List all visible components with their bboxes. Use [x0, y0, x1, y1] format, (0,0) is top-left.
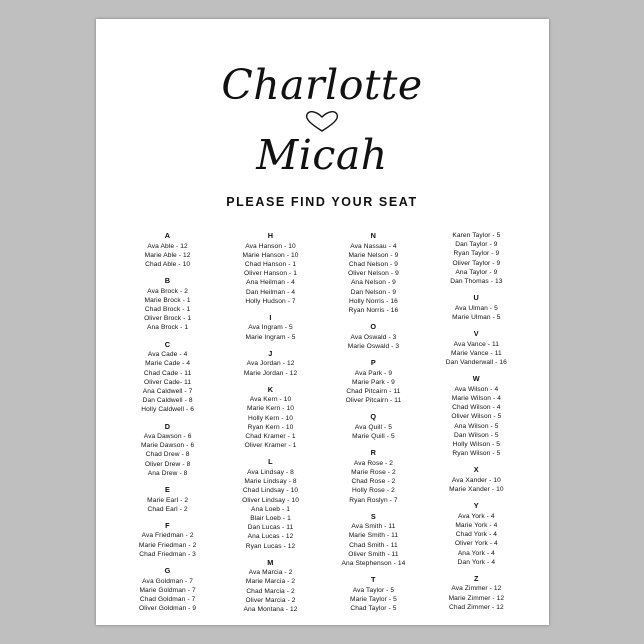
letter-group [430, 329, 522, 367]
letter-group [122, 485, 214, 514]
group-letter: L [268, 457, 273, 467]
group-letter: J [268, 348, 273, 358]
guest-entry: Oliver Smith - 11 [348, 550, 399, 558]
letter-group [224, 457, 316, 550]
group-letter: B [164, 276, 171, 286]
guest-entry: Ana Nelson - 9 [350, 279, 396, 287]
group-letter: K [267, 384, 274, 394]
guest-entry: Oliver Nelson - 9 [348, 270, 399, 278]
group-letter: Q [370, 412, 377, 422]
guest-entry: Dan Wilson - 5 [454, 431, 499, 439]
guest-entry: Oliver Drew - 8 [144, 460, 191, 468]
seating-column [327, 231, 419, 620]
guest-entry: Marie Jordan - 12 [243, 369, 298, 377]
group-letter: V [473, 329, 480, 339]
guest-entry: Ava Rose - 2 [353, 459, 394, 467]
group-letter: N [370, 231, 377, 240]
guest-entry: Ryan Roslyn - 7 [349, 496, 398, 504]
heart-icon [301, 109, 343, 133]
letter-group [430, 231, 522, 286]
guest-entry: Ava Cade - 4 [147, 351, 188, 359]
guest-entry: Ava Nassau - 4 [350, 242, 397, 250]
guest-entry: Marie Zimmer - 12 [448, 594, 505, 602]
letter-group [224, 558, 316, 615]
guest-entry: Marie Kern - 10 [247, 405, 294, 413]
guest-entry: Ava Ulman - 5 [454, 304, 498, 312]
guest-entry: Ava Lindsay - 8 [247, 468, 294, 476]
guest-entry: Marie Cade - 4 [145, 360, 191, 368]
guest-entry: Dan York - 4 [457, 558, 496, 566]
guest-entry: Ana Caldwell - 7 [142, 387, 193, 395]
guest-entry: Ryan Taylor - 9 [453, 250, 500, 258]
guest-entry: Ava Friedman - 2 [141, 532, 194, 540]
guest-entry: Ava Brock - 2 [147, 287, 188, 295]
guest-entry: Holly Norris - 16 [348, 297, 398, 305]
seating-columns [96, 231, 549, 621]
guest-entry: Dan Thomas - 13 [450, 278, 503, 286]
guest-entry: Dan Vanderwall - 16 [445, 359, 507, 367]
guest-entry: Holly Rose - 2 [352, 487, 395, 495]
guest-entry: Ava Kern - 10 [249, 396, 292, 404]
guest-entry: Marie Goldman - 7 [139, 586, 196, 594]
guest-entry: Marie Oswald - 3 [347, 342, 400, 350]
guest-entry: Chad Cade - 11 [143, 369, 192, 377]
guest-entry: Chad Smith - 11 [349, 541, 398, 549]
seating-column [430, 231, 522, 619]
poster-header [96, 19, 549, 209]
couple-name-one: Charlotte [221, 61, 423, 109]
guest-entry: Chad Goldman - 7 [139, 595, 196, 603]
guest-entry: Chad Brock - 1 [144, 306, 191, 314]
guest-entry: Dan Heilman - 4 [245, 288, 296, 296]
guest-entry: Marie Smith - 11 [348, 532, 399, 540]
letter-group [327, 512, 419, 569]
guest-entry: Marie Marcia - 2 [245, 578, 296, 586]
guest-entry: Chad Lindsay - 10 [242, 487, 299, 495]
guest-entry: Chad Able - 10 [145, 260, 191, 268]
guest-entry: Marie Vance - 11 [450, 349, 502, 357]
guest-entry: Chad Marcia - 2 [246, 587, 295, 595]
letter-group [430, 293, 522, 322]
letter-group [122, 276, 214, 333]
letter-group [327, 448, 419, 505]
letter-group [224, 385, 316, 451]
guest-entry: Ryan Lucas - 12 [245, 542, 296, 550]
guest-entry: Chad York - 4 [455, 531, 497, 539]
guest-entry: Ava Jordan - 12 [246, 360, 295, 368]
guest-entry: Marie Lindsay - 8 [244, 478, 297, 486]
letter-group [327, 231, 419, 315]
guest-entry: Marie Taylor - 5 [349, 595, 397, 603]
guest-entry: Chad Friedman - 3 [139, 550, 196, 558]
group-letter: P [370, 358, 377, 368]
guest-entry: Marie Hanson - 10 [242, 251, 299, 259]
letter-group [122, 340, 214, 415]
group-letter: O [370, 322, 377, 332]
group-letter: C [164, 339, 171, 349]
guest-entry: Oliver Taylor - 9 [452, 259, 501, 267]
guest-entry: Ava Oswald - 3 [350, 333, 397, 341]
guest-entry: Karen Taylor - 5 [452, 232, 501, 239]
seating-column [122, 231, 214, 620]
guest-entry: Marie Friedman - 2 [138, 541, 197, 549]
guest-entry: Holly Hudson - 7 [245, 297, 296, 305]
guest-entry: Oliver Lindsay - 10 [242, 496, 299, 504]
guest-entry: Ana Drew - 8 [147, 469, 188, 477]
guest-entry: Oliver Hanson - 1 [244, 270, 298, 278]
guest-entry: Dan Taylor - 9 [455, 241, 498, 249]
guest-entry: Ava Xander - 10 [451, 476, 501, 484]
guest-entry: Marie York - 4 [455, 521, 498, 529]
guest-entry: Ava Smith - 11 [351, 523, 396, 531]
guest-entry: Ana Brock - 1 [146, 324, 189, 332]
guest-entry: Oliver Goldman - 9 [139, 605, 197, 613]
guest-entry: Oliver Pitcairn - 11 [345, 397, 402, 405]
guest-entry: Marie Nelson - 9 [348, 251, 399, 259]
guest-entry: Marie Xander - 10 [449, 486, 504, 494]
guest-entry: Marie Ingram - 5 [245, 333, 296, 341]
group-letter: Y [473, 501, 480, 511]
group-letter: H [267, 231, 274, 240]
group-letter: U [473, 293, 480, 303]
guest-entry: Marie Park - 9 [352, 378, 395, 386]
guest-entry: Chad Earl - 2 [147, 505, 188, 513]
guest-entry: Oliver Marcia - 2 [245, 596, 296, 604]
guest-entry: Holly Wilson - 5 [452, 440, 501, 448]
guest-entry: Ava Ingram - 5 [248, 324, 293, 332]
guest-entry: Ava Zimmer - 12 [451, 585, 502, 593]
guest-entry: Ava Marcia - 2 [248, 569, 293, 577]
letter-group [224, 231, 316, 306]
guest-entry: Ava Taylor - 5 [352, 586, 395, 594]
group-letter: S [370, 511, 377, 521]
guest-entry: Ryan Wilson - 5 [452, 450, 501, 458]
guest-entry: Chad Rose - 2 [351, 478, 396, 486]
guest-entry: Chad Nelson - 9 [348, 260, 399, 268]
guest-entry: Marie Dawson - 6 [140, 442, 195, 450]
guest-entry: Marie Brock - 1 [144, 296, 191, 304]
group-letter: I [269, 312, 272, 322]
guest-entry: Oliver Wilson - 5 [451, 413, 502, 421]
letter-group [327, 358, 419, 405]
guest-entry: Ryan Norris - 16 [348, 306, 399, 314]
seating-chart-poster [96, 19, 549, 625]
letter-group [430, 374, 522, 458]
couple-name-two: Micah [256, 131, 388, 179]
guest-entry: Marie Quill - 5 [352, 433, 395, 441]
group-letter: F [165, 520, 171, 530]
group-letter: E [164, 485, 171, 495]
guest-entry: Ana Heilman - 4 [246, 279, 295, 287]
guest-entry: Marie Ulman - 5 [452, 313, 501, 321]
guest-entry: Dan Nelson - 9 [350, 288, 397, 296]
guest-entry: Chad Taylor - 5 [350, 605, 397, 613]
guest-entry: Chad Kramer - 1 [245, 433, 296, 441]
group-letter: X [473, 465, 480, 475]
letter-group [430, 465, 522, 494]
guest-entry: Ana Lucas - 12 [247, 533, 294, 541]
group-letter: A [164, 231, 171, 240]
guest-entry: Chad Drew - 8 [145, 451, 190, 459]
guest-entry: Holly Kern - 10 [247, 414, 294, 422]
guest-entry: Marie Rose - 2 [351, 468, 396, 476]
guest-entry: Chad Hanson - 1 [244, 260, 297, 268]
letter-group [122, 231, 214, 269]
guest-entry: Blair Loeb - 1 [250, 514, 291, 522]
letter-group [122, 521, 214, 559]
guest-entry: Ana Loeb - 1 [251, 505, 291, 513]
guest-entry: Ryan Kern - 10 [247, 423, 294, 431]
guest-entry: Ava Goldman - 7 [142, 577, 194, 585]
guest-entry: Ava Able - 12 [147, 242, 188, 250]
guest-entry: Marie Wilson - 4 [451, 394, 501, 402]
letter-group [430, 574, 522, 612]
guest-entry: Oliver Cade- 11 [144, 378, 192, 386]
guest-entry: Ava Dawson - 6 [143, 433, 192, 441]
group-letter: D [164, 421, 171, 431]
guest-entry: Oliver Kramer - 1 [244, 442, 297, 450]
guest-entry: Ava Hanson - 10 [245, 242, 296, 250]
guest-entry: Dan Caldwell - 8 [142, 397, 193, 405]
letter-group [224, 349, 316, 378]
group-letter: R [370, 448, 377, 458]
guest-entry: Ana Taylor - 9 [455, 268, 498, 276]
group-letter: G [164, 566, 171, 576]
seating-column [224, 231, 316, 621]
guest-entry: Ava York - 4 [458, 512, 495, 520]
guest-entry: Dan Lucas - 11 [247, 524, 294, 532]
group-letter: T [371, 575, 376, 585]
guest-entry: Chad Zimmer - 12 [449, 603, 504, 611]
guest-entry: Oliver Brock - 1 [144, 315, 192, 323]
guest-entry: Ava Vance - 11 [453, 340, 500, 348]
guest-entry: Ana York - 4 [457, 549, 495, 557]
guest-entry: Chad Wilson - 4 [452, 404, 501, 412]
guest-entry: Ava Quill - 5 [354, 423, 392, 431]
group-letter: Z [473, 573, 479, 583]
find-seat-instruction: PLEASE FIND YOUR SEAT [226, 195, 418, 209]
letter-group [224, 313, 316, 342]
letter-group [327, 322, 419, 351]
guest-entry: Marie Earl - 2 [147, 496, 189, 504]
letter-group [327, 575, 419, 613]
guest-entry: Ana Wilson - 5 [454, 422, 499, 430]
guest-entry: Oliver York - 4 [454, 540, 498, 548]
guest-entry: Chad Pitcairn - 11 [346, 387, 401, 395]
guest-entry: Marie Able - 12 [144, 251, 191, 259]
letter-group [430, 501, 522, 567]
guest-entry: Holly Caldwell - 6 [141, 406, 194, 414]
letter-group [122, 566, 214, 613]
guest-entry: Ana Montana - 12 [243, 606, 298, 614]
letter-group [122, 422, 214, 479]
letter-group [327, 412, 419, 441]
guest-entry: Ana Stephenson - 14 [341, 560, 406, 568]
guest-entry: Ava Park - 9 [354, 369, 393, 377]
group-letter: M [267, 557, 274, 567]
group-letter: W [472, 374, 481, 384]
guest-entry: Ava Wilson - 4 [454, 385, 499, 393]
